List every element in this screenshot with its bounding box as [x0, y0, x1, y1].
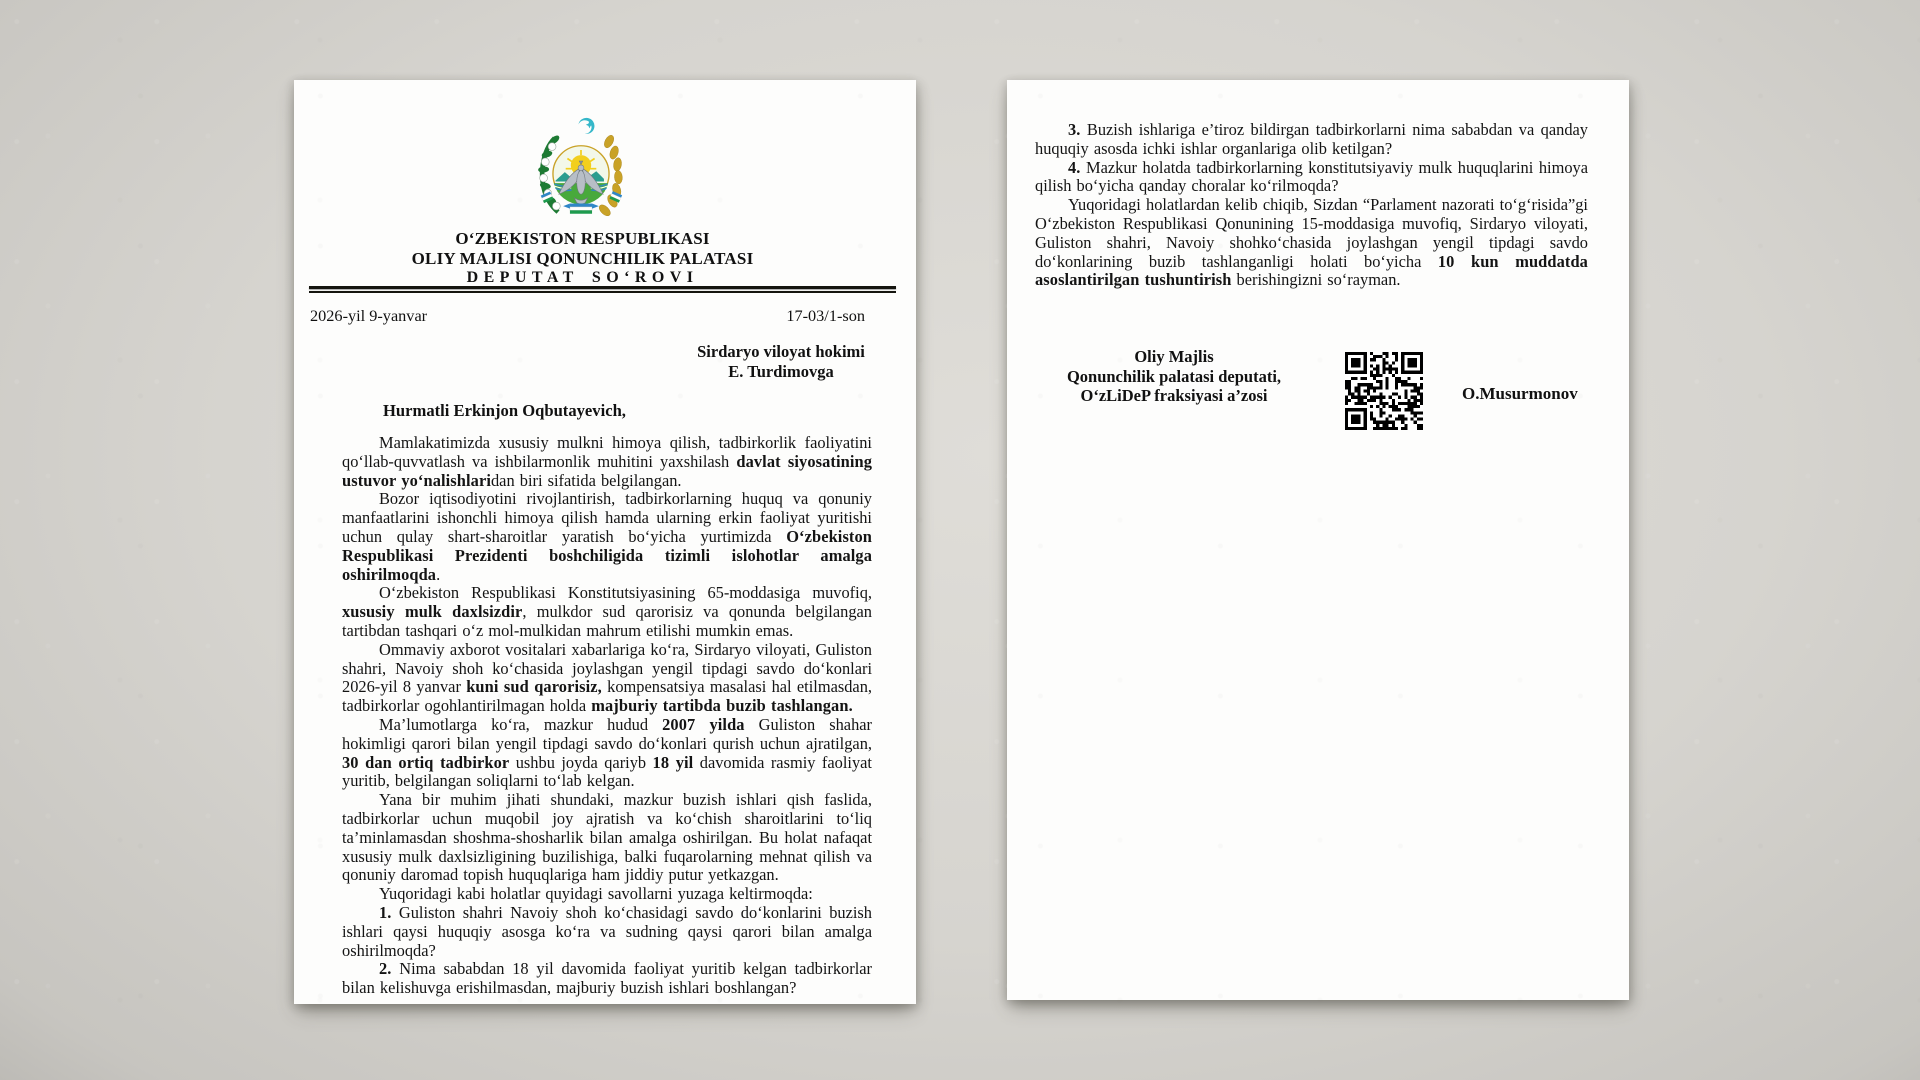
doc-number: 17-03/1-son	[786, 306, 865, 325]
addressee-name: E. Turdimovga	[728, 361, 834, 381]
crescent-icon	[578, 118, 594, 134]
salutation: Hurmatli Erkinjon Oqbutayevich,	[383, 401, 626, 420]
header-divider	[309, 286, 896, 293]
letter-page-2	[1007, 80, 1629, 1000]
letterhead	[309, 229, 856, 288]
qr-code	[1345, 352, 1423, 430]
addressee-block	[666, 342, 896, 381]
emblem-center	[553, 146, 609, 205]
letterhead-line-request: DEPUTAT SO‘ROVI	[466, 269, 699, 286]
addressee-title: Sirdaryo viloyat hokimi	[697, 342, 865, 361]
letter-body-page-2: 3. Buzish ishlariga e’tiroz bildirgan tadbirkorlarni nima sababdan va qanday huquqiy asosda ichki ishlar organlariga olib ketilgan? 4. Mazkur holatda tadbirkorlarning konstitutsiyaviy mulk huquqlarini himoya qilish bo‘yicha qanday choralar ko‘rilmoqda? Yuqoridagi holatlardan kelib chiqib, Sizdan “Parlament nazorati to‘g‘risida”gi O‘zbekiston Respublikasi Qonunining 15-moddasiga muvofiq, Sirdaryo viloyati, Guliston shahri, Navoiy shohko‘chasida joylashgan yengil tipdagi savdo do‘konlarining buzib tashlanganligi holati bo‘yicha 10 kun muddatda asoslantirilgan tushuntirish berishingizni so‘rayman.	[1035, 120, 1588, 290]
uzbekistan-emblem-icon	[530, 116, 632, 224]
letter-page-1	[294, 80, 916, 1004]
letter-date: 2026-yil 9-yanvar	[310, 306, 428, 325]
meta-row	[310, 306, 865, 326]
letterhead-line-republic: O‘ZBEKISTON RESPUBLIKASI	[455, 229, 710, 248]
bottom-ribbon	[563, 204, 599, 214]
signer-name: O.Musurmonov	[1462, 384, 1578, 403]
signer-role: Oliy Majlis Qonunchilik palatasi deputati, O‘zLiDeP fraksiyasi a’zosi	[1066, 347, 1282, 405]
letter-body-page-1: Mamlakatimizda xususiy mulkni himoya qilish, tadbirkorlik faoliyatini qo‘llab-quvvatlash va ishbilarmonlik muhitini yaxshilash davlat siyosatining ustuvor yo‘nalishlaridan biri sifatida belgilangan. Bozor iqtisodiyotini rivojlantirish, tadbirkorlarning huquq va qonuniy manfaatlarini ishonchli himoya qilish hamda ularning erkin faoliyat yuritishi uchun qulay shart-sharoitlar yaratish bo‘yicha yurtimizda O‘zbekiston Respublikasi Prezidenti boshchiligida tizimli islohotlar amalga oshirilmoqda. O‘zbekiston Respublikasi Konstitutsiyasining 65-moddasiga muvofiq, xususiy mulk daxlsizdir, mulkdor sud qarorisiz va qonunda belgilangan tartibdan tashqari o‘z mol-mulkidan mahrum etilishi mumkin emas. Ommaviy axborot vositalari xabarlariga ko‘ra, Sirdaryo viloyati, Guliston shahri, Navoiy shoh ko‘chasida joylashgan yengil tipdagi savdo do‘konlari 2026-yil 8 yanvar kuni sud qarorisiz, kompensatsiya masalasi hal etilmasdan, tadbirkorlar ogohlantirilmagan holda majburiy tartibda buzib tashlangan. Ma’lumotlarga ko‘ra, mazkur hudud 2007 yilda Guliston shahar hokimligi qarori bilan yengil tipdagi savdo do‘konlari qurish uchun ajratilgan, 30 dan ortiq tadbirkor ushbu joyda qariyb 18 yil davomida rasmiy faoliyat yuritib, belgilangan soliqlarni to‘lab kelgan. Yana bir muhim jihati shundaki, mazkur buzish ishlari qish faslida, tadbirkorlar uchun muqobil joy ajratish va ko‘chish sharoitlarini to‘liq ta’minlamasdan shoshma-shosharlik bilan amalga oshirilgan. Bu holat nafaqat xususiy mulk daxlsizligining buzilishiga, balki fuqarolarning mehnat qilish va qonuniy daromad topish huquqlariga ham jiddiy putur yetkazgan. Yuqoridagi kabi holatlar quyidagi savollarni yuzaga keltirmoqda: 1. Guliston shahri Navoiy shoh ko‘chasidagi savdo do‘konlarini buzish ishlari qaysi huquqiy asosga ko‘ra va sudning qaysi qarori bilan amalga oshirilmoqda? 2. Nima sababdan 18 yil davomida faoliyat yuritib kelgan tadbirkorlar bilan kelishuvga erishilmasdan, majburiy buzish ishlari boshlangan?	[342, 433, 873, 998]
letterhead-line-chamber: OLIY MAJLISI QONUNCHILIK PALATASI	[411, 248, 754, 268]
